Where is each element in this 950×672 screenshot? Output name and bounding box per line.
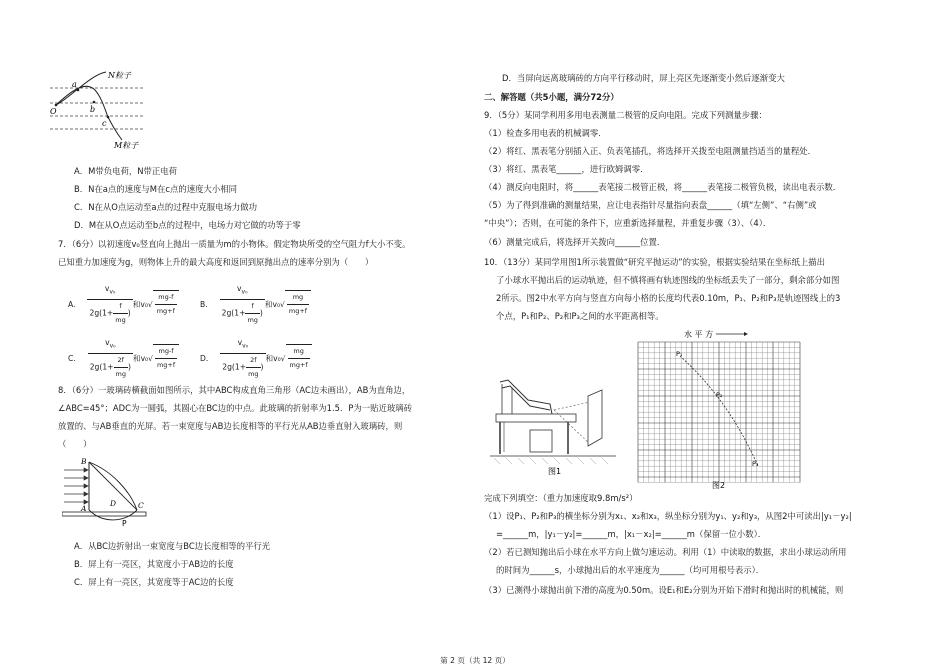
q10-fill-2b: 的时间为______s，小球抛出后的水平速度为______（均可用根号表示）． xyxy=(496,565,765,575)
grid-lines xyxy=(638,342,800,482)
q7-b-rad-num: mg xyxy=(287,291,309,305)
page-footer: 第 2 页（共 12 页） xyxy=(440,656,510,665)
q7-option-d xyxy=(200,336,312,381)
label-point-c: c xyxy=(102,119,107,128)
q7-option-c xyxy=(68,336,179,381)
label-c: C xyxy=(138,501,144,510)
apparatus-figure-1 xyxy=(490,374,620,478)
q6-option-c: C．N在从O点运动至a点的过程中克服电场力做功 xyxy=(74,202,257,212)
q10-fill-1a: （1）设P₁、P₂和P₃的横坐标分别为x₁、x₂和x₃，纵坐标分别为y₁、y₂和y₃，从图2中可读出|y₁－y₂| xyxy=(484,511,852,521)
q9-line1: 9．（5分）某同学利用多用电表测量二极管的反向电阻。完成下列测量步骤： xyxy=(484,110,767,120)
q8-option-c: C．屏上有一亮区，其宽度等于AC边的长度 xyxy=(74,577,234,587)
q7-a-mg: mg xyxy=(115,315,126,324)
q7-b-sqrt: √ $\frac{mg}{mg+f}$ xyxy=(280,290,311,318)
q7-line1: 7．（6分）以初速度v₀竖直向上抛出一质量为m的小物体。假定物块所受的空气阻力f大小不变。 xyxy=(58,239,411,249)
q9-line5: （4）测反向电阻时，将______表笔接二极管正极，将______表笔接二极管负极，读出电表示数． xyxy=(484,182,842,192)
q8-line4: （ ） xyxy=(58,439,92,449)
q7-label-a: A. xyxy=(68,299,76,309)
q7-a-rad-num: mg-f xyxy=(155,291,177,305)
q10-fill-2a: （2）若已测知抛出后小球在水平方向上做匀速运动。利用（1）中读取的数据，求出小球运动所用 xyxy=(484,547,847,557)
q9-line3: （2）将红、黑表笔分别插入正、负表笔插孔，将选择开关拨至电阻测量挡适当的量程处． xyxy=(484,146,816,156)
q7-b-num-sub: v₀ xyxy=(241,288,248,296)
q7-c-2f: 2f xyxy=(114,354,128,368)
q7-d-num-sub: v₀ xyxy=(242,342,249,350)
q9-line7: “中央”）；否则，在可能的条件下，应重新选择量程，并重复步骤（3）、（4）． xyxy=(484,218,772,228)
q7-a-rad-den: mg+f xyxy=(156,307,175,316)
q7-a-num-v: v xyxy=(104,284,110,293)
section-heading: 二、解答题（共5小题，满分72分） xyxy=(484,92,619,102)
fig2-caption: 图2 xyxy=(712,481,726,490)
label-n-particle: N粒子 xyxy=(108,71,131,80)
q7-c-rad-num: mg-f xyxy=(155,345,177,359)
label-m-particle: M粒子 xyxy=(114,141,139,150)
label-p: P xyxy=(122,519,127,528)
q7-c-close: ) xyxy=(128,362,131,372)
q6-option-b: B．N在a点的速度与M在c点的速度大小相同 xyxy=(74,184,237,194)
q10-fill-intro: 完成下列填空：（重力加速度取9.8m/s²） xyxy=(484,493,638,503)
point-p3: P₃ xyxy=(752,460,759,468)
label-a: A xyxy=(81,504,87,513)
q7-b-den-prefix: 2g(1+ xyxy=(221,308,246,318)
q7-b-mg: mg xyxy=(247,315,258,324)
q7-option-a xyxy=(68,282,179,327)
q7-b-fraction xyxy=(220,282,265,327)
q10-line2: 了小球水平抛出后的运动轨迹，但不慎将画有轨迹图线的坐标纸丢失了一部分，剩余部分如图 xyxy=(496,275,840,285)
label-d: D xyxy=(110,499,117,508)
q7-d-2f: 2f xyxy=(246,354,260,368)
q9-line8: （6）测量完成后，将选择开关拨向______位置． xyxy=(484,237,666,247)
q6-option-a: A．M带负电荷，N带正电荷 xyxy=(74,166,177,176)
q7-line2: 已知重力加速度为g，则物体上升的最大高度和返回到原抛出点的速率分别为（ ） xyxy=(58,257,374,267)
q7-a-fraction xyxy=(87,282,132,327)
label-point-o: O xyxy=(50,107,57,116)
q9-line4: （3）将红、黑表笔______，进行欧姆调零． xyxy=(484,164,649,174)
q7-b-v0: v₀ xyxy=(272,299,281,309)
q7-b-f: f xyxy=(245,300,259,314)
q7-d-close: ) xyxy=(260,362,264,372)
q8-line1: 8．（6分）一玻璃砖横截面如图所示，其中ABC构成直角三角形（AC边未画出），AB为直角边， xyxy=(58,385,411,395)
q9-line2: （1）检查多用电表的机械调零． xyxy=(484,128,607,138)
q7-a-and: 和 xyxy=(132,299,141,309)
label-point-a: a xyxy=(72,80,77,89)
q10-line1: 10．（13分）某同学用图1所示装置做“研究平抛运动”的实验，根据实验结果在坐标纸上描出 xyxy=(484,257,825,267)
q10-fill-1b: =______m，|y₁－y₂|=______m，|x₁－x₂|=______m（保留一位小数）． xyxy=(496,529,767,539)
q7-label-d: D. xyxy=(200,353,209,363)
fig1-caption: 图1 xyxy=(548,467,562,476)
q7-a-num-sub: v₀ xyxy=(109,288,116,296)
q8-line3: 放置的、与AB垂直的光屏。若一束宽度与AB边长度相等的平行光从AB边垂直射入玻璃砖，则 xyxy=(58,421,403,431)
q7-d-fraction xyxy=(220,336,265,381)
q8-line2: ∠ABC=45°；ADC为一圆弧，其圆心在BC边的中点。此玻璃的折射率为1.5．P为一贴近玻璃砖 xyxy=(58,403,413,413)
q7-label-b: B. xyxy=(200,299,208,309)
q7-c-num-v: v xyxy=(105,338,110,347)
q7-b-num-v: v xyxy=(237,284,242,293)
q7-c-num-sub: v₀ xyxy=(109,342,116,350)
q7-c-and: 和 xyxy=(132,353,141,363)
particle-trajectory-figure xyxy=(50,70,160,150)
grid-figure-2 xyxy=(632,328,810,492)
q7-d-sqrt: √ $\frac{mg}{mg+f}$ xyxy=(281,344,312,372)
glass-brick-figure xyxy=(62,456,152,530)
point-p1: P₁ xyxy=(676,350,683,358)
q7-option-b xyxy=(200,282,311,327)
label-b: B xyxy=(81,457,87,466)
q7-c-den-prefix: 2g(1+ xyxy=(89,362,114,372)
q7-a-f: f xyxy=(113,300,127,314)
q7-d-and: 和 xyxy=(265,353,274,363)
q7-c-sqrt: √ $\frac{mg-f}{mg+f}$ xyxy=(148,344,179,372)
q7-b-and: 和 xyxy=(264,299,273,309)
q7-d-den-prefix: 2g(1+ xyxy=(222,362,247,372)
q7-d-rad-num: mg xyxy=(288,345,310,359)
q7-a-den-prefix: 2g(1+ xyxy=(89,308,114,318)
q8-option-a: A．从BC边折射出一束宽度与BC边长度相等的平行光 xyxy=(74,541,271,551)
q7-b-close: ) xyxy=(259,308,263,318)
q10-line3: 2所示。图2中水平方向与竖直方向每小格的长度均代表0.10m，P₁、P₂和P₃是轨迹图线上的3 xyxy=(496,293,841,303)
q7-label-c: C. xyxy=(68,353,76,363)
q8-option-b: B．屏上有一亮区，其宽度小于AB边的长度 xyxy=(74,559,234,569)
q7-b-rad-den: mg+f xyxy=(288,307,308,316)
q7-d-mg: mg xyxy=(248,369,259,378)
q8-option-d: D．当屏向远离玻璃砖的方向平行移动时，屏上亮区先逐渐变小然后逐渐变大 xyxy=(502,73,785,83)
q7-d-rad-den: mg+f xyxy=(289,361,308,370)
q10-fill-3: （3）已测得小球抛出前下滑的高度为0.50m。设E₁和E₂分别为开始下滑时和抛出时的机械能，则 xyxy=(484,585,844,595)
q7-a-close: ) xyxy=(127,308,131,318)
point-p2: P₂ xyxy=(716,391,723,399)
q7-d-num-v: v xyxy=(237,338,243,347)
q7-c-mg: mg xyxy=(115,369,126,378)
q7-c-v0: v₀ xyxy=(140,353,149,363)
q6-option-d: D．M在从O点运动至b点的过程中，电场力对它做的功等于零 xyxy=(74,220,301,230)
q9-line6: （5）为了得到准确的测量结果，应让电表指针尽量指向表盘______（填“左侧”、“右侧”或 xyxy=(484,200,817,210)
q7-a-sqrt: √ $\frac{mg-f}{mg+f}$ xyxy=(148,290,179,318)
q10-line4: 个点，P₁和P₂、P₂和P₃之间的水平距离相等。 xyxy=(496,311,664,321)
q7-c-fraction xyxy=(88,336,133,381)
q7-a-v0: v₀ xyxy=(140,299,148,309)
fig2-title: 水 平 方 xyxy=(684,330,714,339)
label-point-b: b xyxy=(90,105,96,114)
q7-d-v0: v₀ xyxy=(273,353,281,363)
q7-c-rad-den: mg+f xyxy=(156,361,176,370)
